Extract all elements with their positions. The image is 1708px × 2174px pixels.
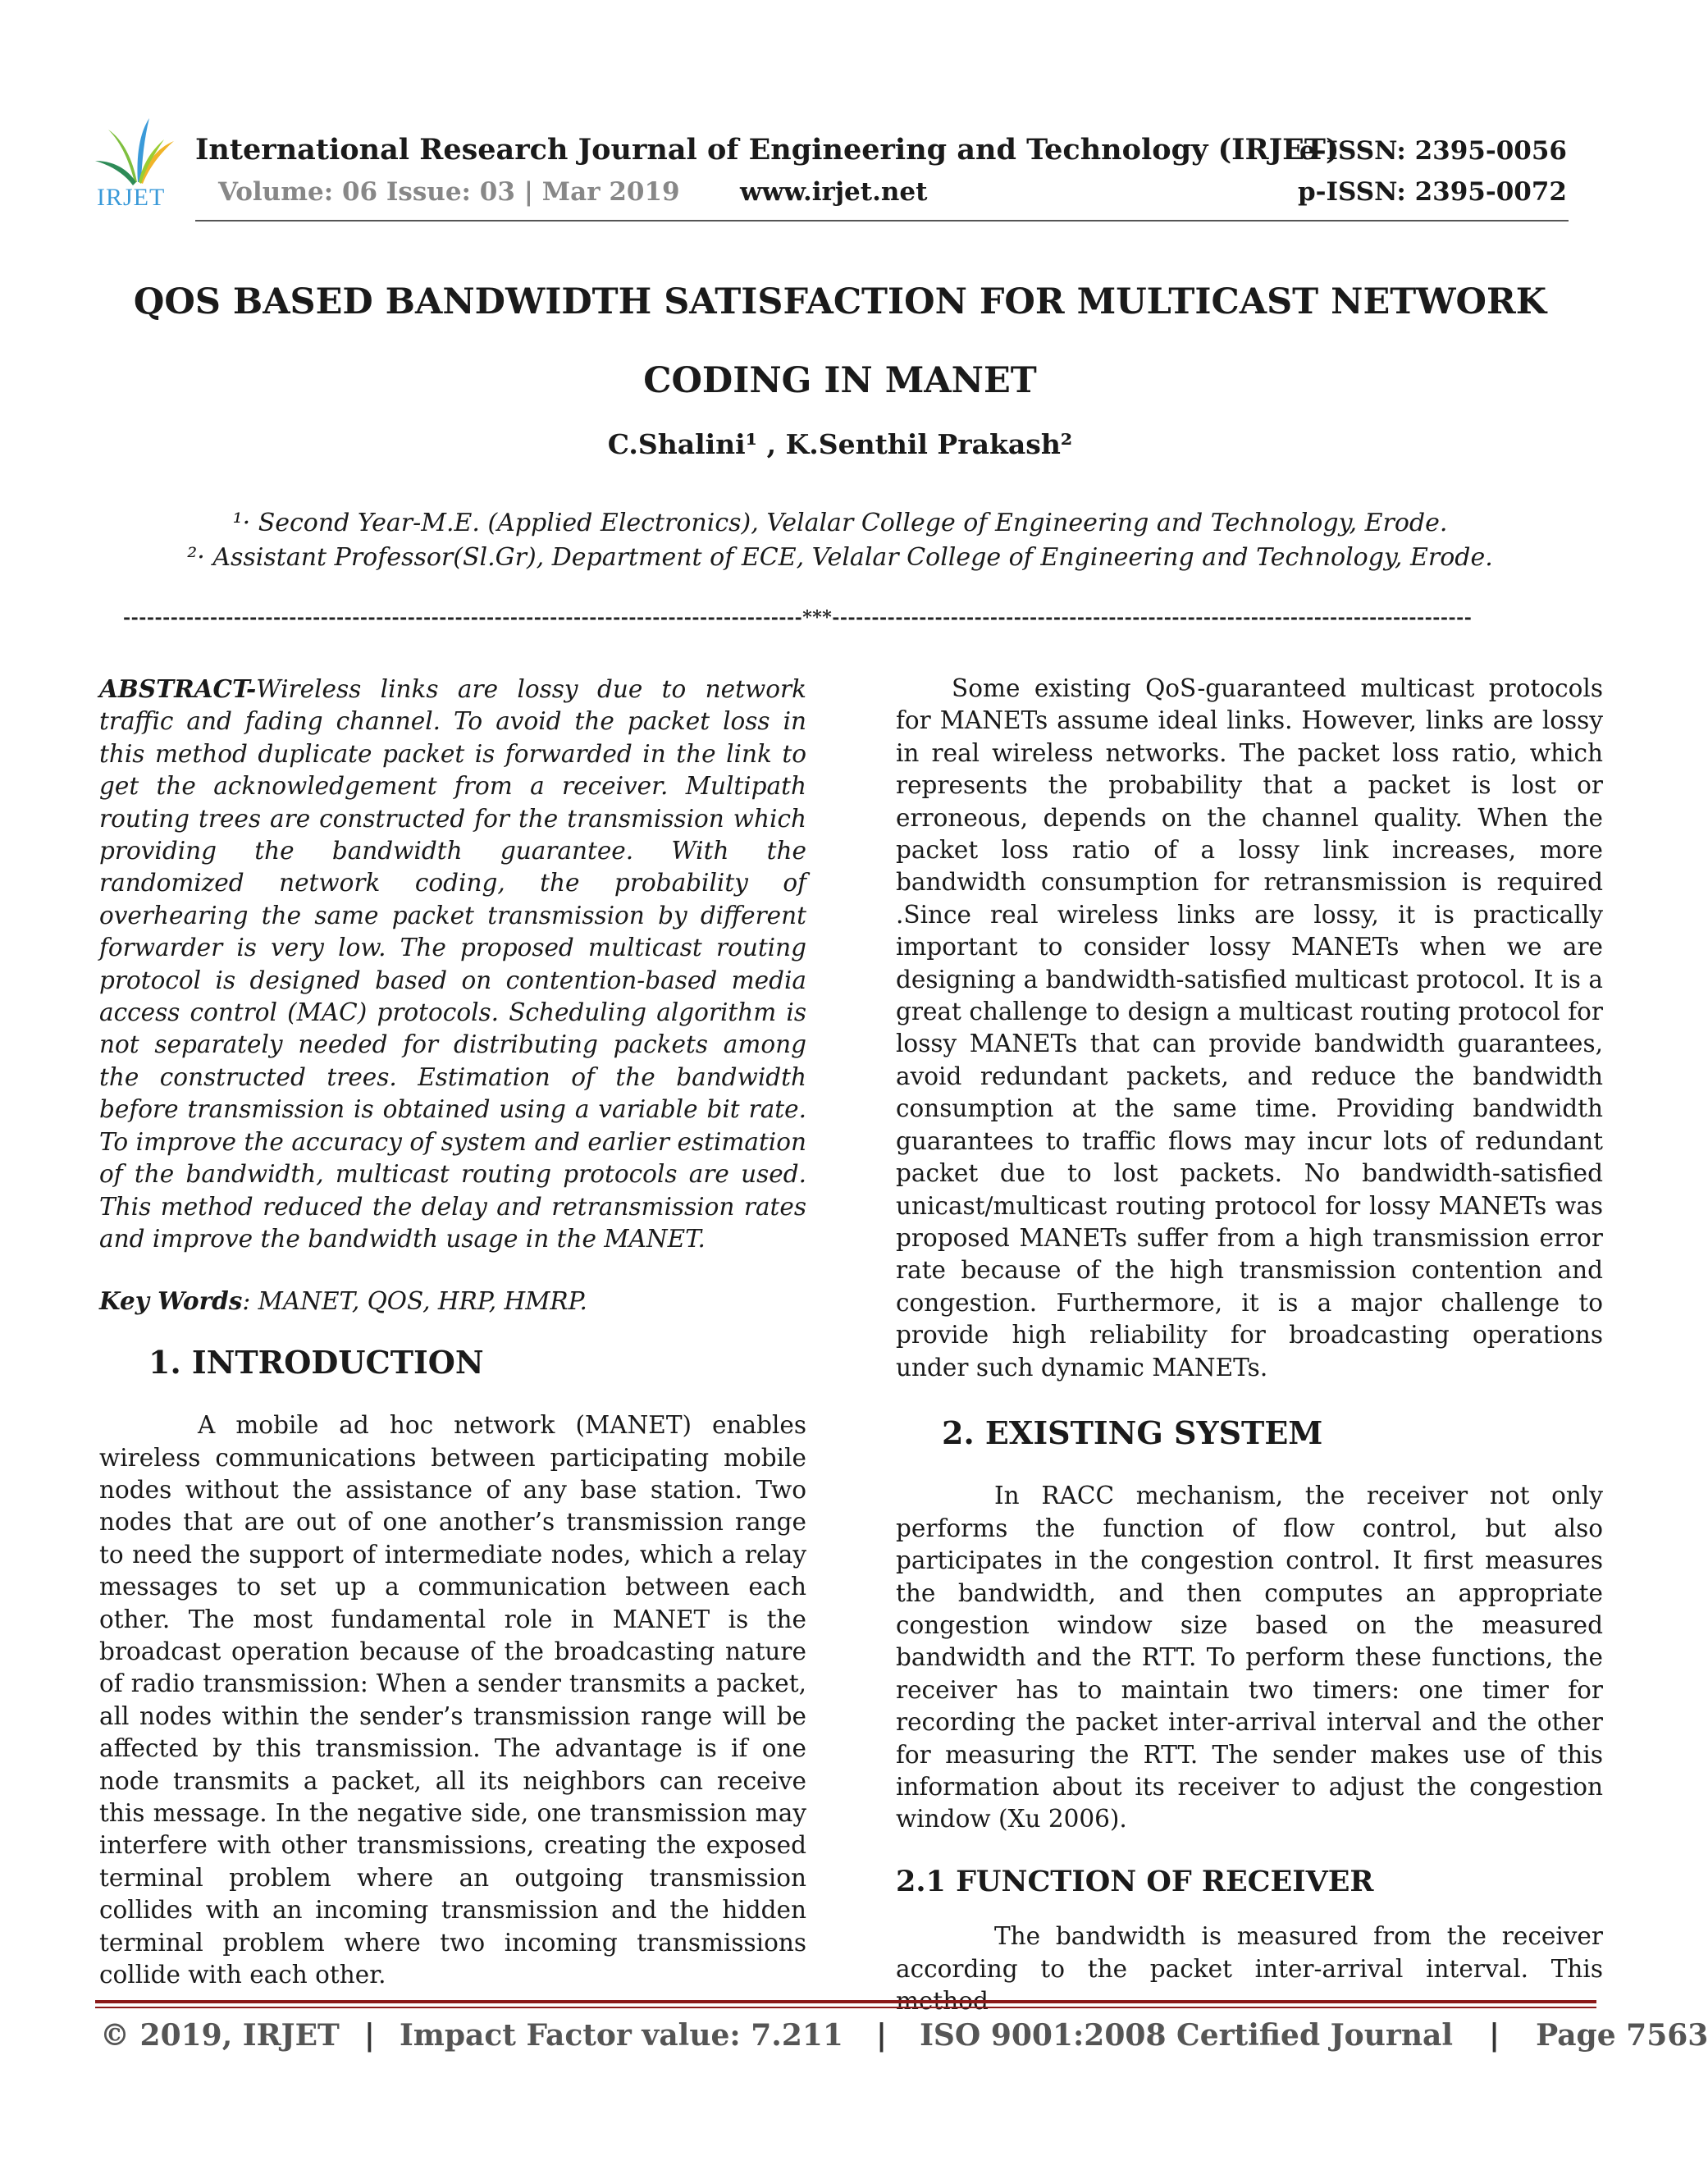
- website-link[interactable]: www.irjet.net: [740, 177, 928, 207]
- abstract-text: Wireless links are lossy due to network traffic and fading channel. To avoid the packet loss in this method duplicate packet is forwarded in the link to get the acknowledgement from a receiver. Multipath routing trees are constructed for the transmission which providing the bandwidth guarantee. With the randomized network coding, the probability of overhearing the same packet transmission by different forwarder is very low. The proposed multicast routing protocol is designed based on contention-based media access control (MAC) protocols. Scheduling algorithm is not separately needed for distributing packets among the constructed trees. Estimation of the bandwidth before transmission is obtained using a variable bit rate. To improve the accuracy of system and earlier estimation of the bandwidth, multicast routing protocols are used. This method reduced the delay and retransmission rates and improve the bandwidth usage in the MANET.: [99, 675, 806, 1253]
- introduction-heading: 1. INTRODUCTION: [148, 1343, 484, 1381]
- existing-system-text: In RACC mechanism, the receiver not only performs the function of flow control, but also participates in the congestion control. It first measures the bandwidth, and then computes an appropriate congestion window size based on the measured bandwidth and the RTT. To perform these functions, the receiver has to maintain two timers: one timer for recording the packet inter-arrival interval and the other for measuring the RTT. The sender makes use of this information about its receiver to adjust the congestion window (Xu 2006).: [896, 1482, 1603, 1834]
- footer-rule-thick: [95, 2000, 1596, 2003]
- footer-impact-factor: Impact Factor value: 7.211: [399, 2018, 843, 2053]
- irjet-logo: [92, 115, 182, 217]
- header-divider: [195, 220, 1569, 222]
- footer-copyright: © 2019, IRJET: [100, 2018, 340, 2053]
- function-of-receiver-text: The bandwidth is measured from the receiver according to the packet inter-arrival interval. This method: [896, 1922, 1603, 2016]
- title-line-2: CODING IN MANET: [643, 360, 1037, 401]
- logo-text: IRJET: [97, 184, 166, 211]
- left-column: [99, 673, 806, 1991]
- affiliation-2: ²· Assistant Professor(Sl.Gr), Department of ECE, Velalar College of Engineering and Technology, Erode.: [187, 543, 1493, 572]
- keywords: [99, 1285, 806, 1318]
- title-line-1: QOS BASED BANDWIDTH SATISFACTION FOR MULTICAST NETWORK: [133, 281, 1547, 322]
- right-column: [896, 673, 1603, 2017]
- leaf-logo-icon: [92, 115, 182, 189]
- journal-title: International Research Journal of Engineering and Technology (IRJET): [195, 133, 1340, 167]
- function-of-receiver-heading: 2.1 FUNCTION OF RECEIVER: [896, 1864, 1374, 1898]
- existing-system-heading: 2. EXISTING SYSTEM: [942, 1414, 1323, 1451]
- keywords-label: Key Words: [99, 1286, 243, 1316]
- volume-issue: Volume: 06 Issue: 03 | Mar 2019: [218, 177, 680, 207]
- footer-page-number: Page 7563: [1536, 2018, 1708, 2053]
- footer-rule-thin: [95, 2007, 1596, 2008]
- paper-title: [0, 263, 1680, 420]
- page-footer: [100, 2018, 1708, 2053]
- abstract-label: ABSTRACT-: [99, 674, 257, 703]
- introduction-text: A mobile ad hoc network (MANET) enables wireless communications between participating mobile nodes without the assistance of any base station. Two nodes that are out of one another’s transmission range to need the support of intermediate nodes, which a relay messages to set up a communication between each other. The most fundamental role in MANET is the broadcast operation because of the broadcasting nature of radio transmission: When a sender transmits a packet, all nodes within the sender’s transmission range will be affected by this transmission. The advantage is if one node transmits a packet, all its neighbors can receive this message. In the negative side, one transmission may interfere with other transmissions, creating the exposed terminal problem where an outgoing transmission collides with an incoming transmission and the hidden terminal problem where two incoming transmissions collide with each other.: [99, 1411, 806, 1989]
- abstract: [99, 673, 806, 1255]
- footer-divider: |: [875, 2018, 888, 2053]
- journal-header: [92, 115, 1569, 230]
- section-separator: --------------------------------------------------------------------------------------***---------------------------------------------------------------------------------: [123, 607, 1473, 628]
- authors: C.Shalini¹ , K.Senthil Prakash²: [607, 428, 1073, 460]
- affiliation-1: ¹· Second Year-M.E. (Applied Electronics), Velalar College of Engineering and Technology, Erode.: [232, 509, 1448, 537]
- pissn: p-ISSN: 2395-0072: [1297, 177, 1567, 207]
- eissn: e-ISSN: 2395-0056: [1299, 136, 1567, 166]
- intro-continued-text: Some existing QoS-guaranteed multicast protocols for MANETs assume ideal links. However, links are lossy in real wireless networks. The packet loss ratio, which represents the probability that a packet is lost or erroneous, depends on the channel quality. When the packet loss ratio of a lossy link increases, more bandwidth consumption for retransmission is required .Since real wireless links are lossy, it is practically important to consider lossy MANETs when we are designing a bandwidth-satisfied multicast protocol. It is a great challenge to design a multicast routing protocol for lossy MANETs that can provide bandwidth guarantees, avoid redundant packets, and reduce the bandwidth consumption at the same time. Providing bandwidth guarantees to traffic flows may incur lots of redundant packet due to lost packets. No bandwidth-satisfied unicast/multicast routing protocol for lossy MANETs was proposed MANETs suffer from a high transmission error rate because of the high transmission contention and congestion. Furthermore, it is a major challenge to provide high reliability for broadcasting operations under such dynamic MANETs.: [896, 674, 1603, 1382]
- keywords-text: : MANET, QOS, HRP, HMRP.: [242, 1287, 587, 1316]
- footer-iso: ISO 9001:2008 Certified Journal: [920, 2018, 1454, 2053]
- affiliations: [0, 506, 1680, 575]
- footer-divider: |: [363, 2018, 375, 2053]
- footer-divider: |: [1489, 2018, 1500, 2053]
